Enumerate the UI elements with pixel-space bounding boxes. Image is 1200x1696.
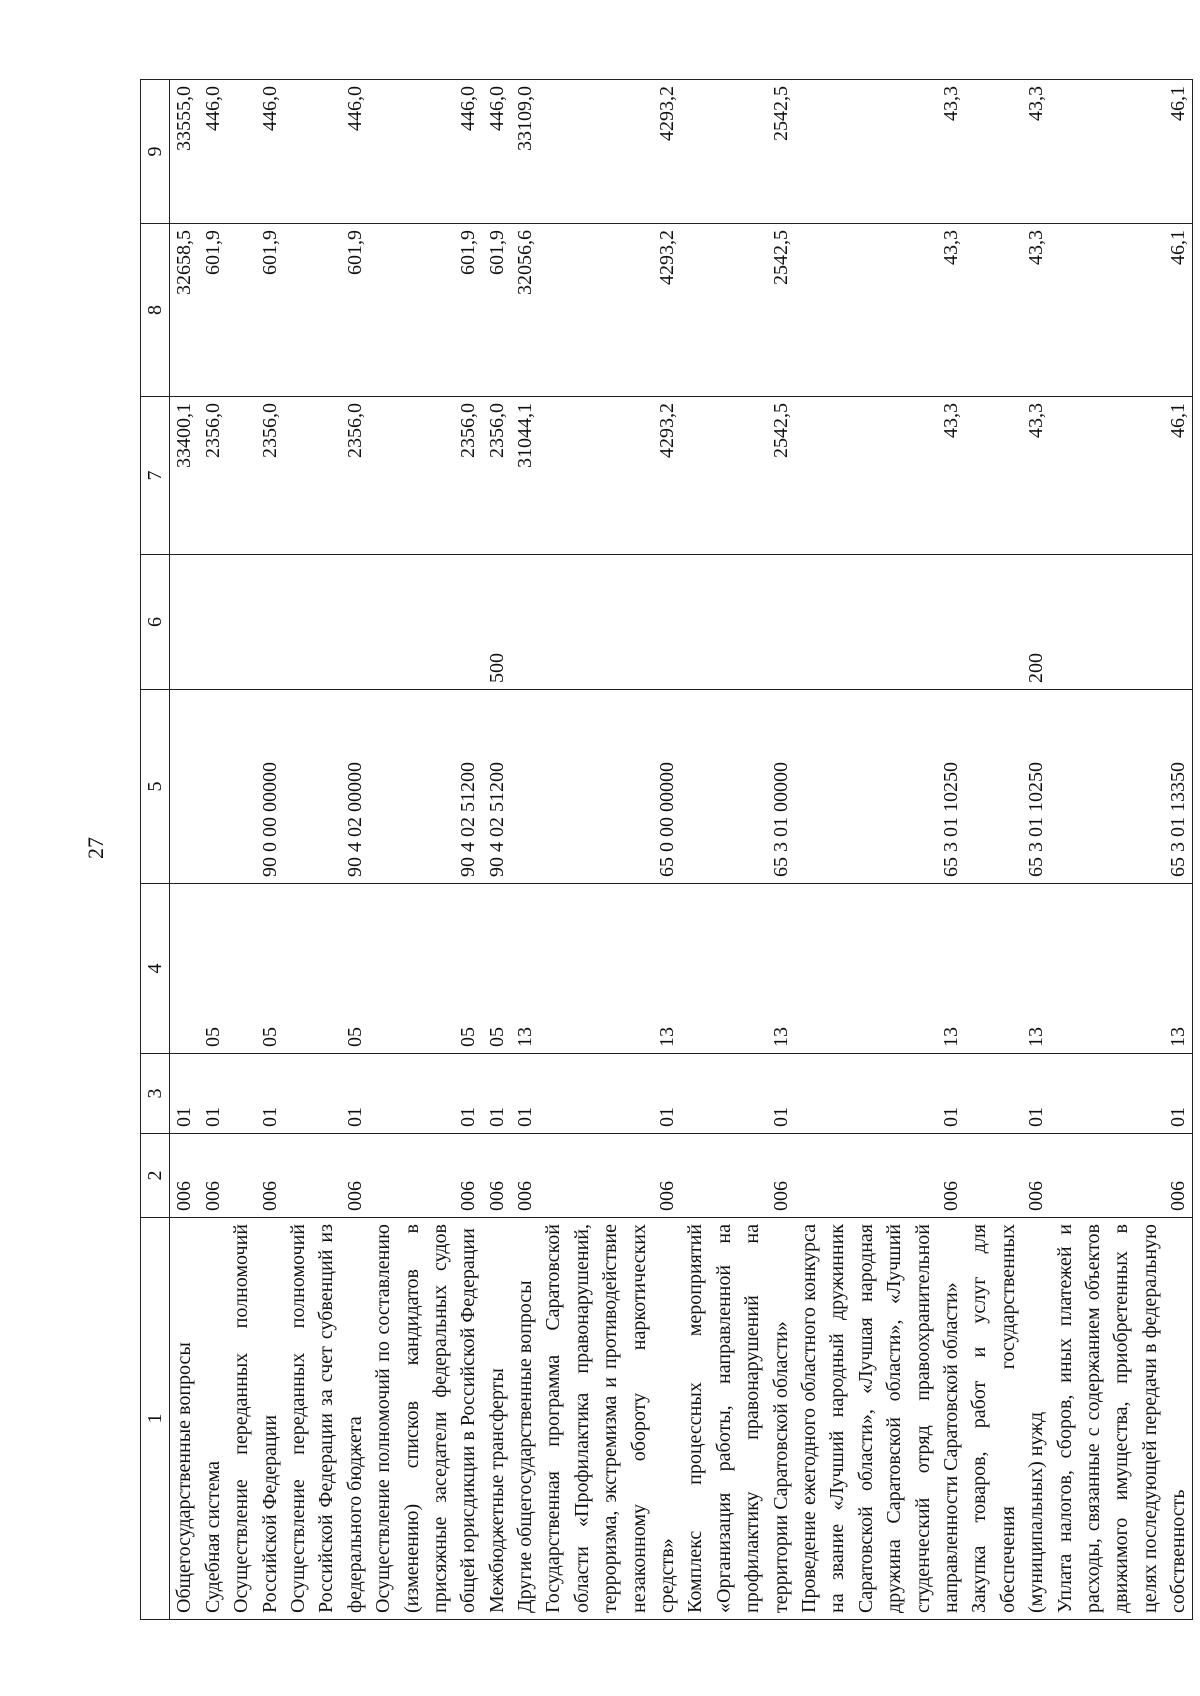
- cell-c8: 601,9: [369, 224, 483, 397]
- cell-c8: 46,1: [1051, 224, 1193, 397]
- cell-c6: [227, 555, 284, 690]
- cell-c4: 05: [227, 884, 284, 1054]
- cell-c5: 90 4 02 51200: [483, 690, 511, 884]
- cell-c4: 13: [511, 884, 539, 1054]
- cell-c2: 006: [199, 1134, 227, 1218]
- table-row: [539, 80, 681, 1620]
- column-header: 2: [141, 1134, 170, 1218]
- cell-c9: 446,0: [284, 80, 369, 224]
- cell-c9: 43,3: [795, 80, 965, 224]
- table-row: [511, 80, 539, 1620]
- row-name: Другие общегосударственные вопросы: [511, 1218, 539, 1620]
- cell-c4: 05: [483, 884, 511, 1054]
- cell-c6: [369, 555, 483, 690]
- cell-c3: 01: [227, 1054, 284, 1134]
- cell-c5: [511, 690, 539, 884]
- cell-c3: 01: [511, 1054, 539, 1134]
- cell-c4: 13: [795, 884, 965, 1054]
- row-name: Общегосударственные вопросы: [170, 1218, 199, 1620]
- cell-c9: 43,3: [965, 80, 1050, 224]
- column-header: 1: [141, 1218, 170, 1620]
- cell-c8: 601,9: [284, 224, 369, 397]
- table-row: [795, 80, 965, 1620]
- cell-c7: 4293,2: [539, 397, 681, 555]
- cell-c9: 4293,2: [539, 80, 681, 224]
- cell-c7: 43,3: [795, 397, 965, 555]
- cell-c2: 006: [511, 1134, 539, 1218]
- cell-c5: 90 4 02 00000: [284, 690, 369, 884]
- cell-c5: 65 0 00 00000: [539, 690, 681, 884]
- cell-c9: 33555,0: [170, 80, 199, 224]
- cell-c6: 200: [965, 555, 1050, 690]
- cell-c5: 65 3 01 13350: [1051, 690, 1193, 884]
- cell-c9: 446,0: [199, 80, 227, 224]
- row-name: Межбюджетные трансферты: [483, 1218, 511, 1620]
- cell-c2: 006: [227, 1134, 284, 1218]
- cell-c3: 01: [170, 1054, 199, 1134]
- cell-c3: 01: [965, 1054, 1050, 1134]
- cell-c4: 05: [369, 884, 483, 1054]
- row-name: Осуществление переданных полномочий Российской Федерации: [227, 1218, 284, 1620]
- cell-c2: 006: [681, 1134, 795, 1218]
- cell-c2: 006: [170, 1134, 199, 1218]
- cell-c4: 13: [681, 884, 795, 1054]
- cell-c3: 01: [1051, 1054, 1193, 1134]
- cell-c7: 33400,1: [170, 397, 199, 555]
- cell-c7: 31044,1: [511, 397, 539, 555]
- cell-c7: 2356,0: [369, 397, 483, 555]
- row-name: Государственная программа Саратовской области «Профилактика правонарушений, терроризма, экстремизма и противодействие незаконному обороту наркотических средств»: [539, 1218, 681, 1620]
- cell-c6: [199, 555, 227, 690]
- cell-c8: 601,9: [227, 224, 284, 397]
- cell-c9: 446,0: [369, 80, 483, 224]
- cell-c9: 2542,5: [681, 80, 795, 224]
- cell-c7: 2356,0: [483, 397, 511, 555]
- cell-c6: [511, 555, 539, 690]
- cell-c6: [284, 555, 369, 690]
- cell-c4: 13: [965, 884, 1050, 1054]
- table-row: [170, 80, 199, 1620]
- row-name: Закупка товаров, работ и услуг для обеспечения государственных (муниципальных) нужд: [965, 1218, 1050, 1620]
- cell-c2: 006: [284, 1134, 369, 1218]
- cell-c6: [795, 555, 965, 690]
- cell-c4: 05: [284, 884, 369, 1054]
- table-row: [369, 80, 483, 1620]
- cell-c6: 500: [483, 555, 511, 690]
- cell-c5: [170, 690, 199, 884]
- cell-c5: 90 4 02 51200: [369, 690, 483, 884]
- cell-c3: 01: [284, 1054, 369, 1134]
- cell-c4: 13: [1051, 884, 1193, 1054]
- column-header: 4: [141, 884, 170, 1054]
- row-name: Комплекс процессных мероприятий «Организация работы, направленной на профилактику правонарушений на территории Саратовской области»: [681, 1218, 795, 1620]
- table-row: [284, 80, 369, 1620]
- cell-c2: 006: [369, 1134, 483, 1218]
- header-row: [141, 80, 170, 1620]
- table-row: [227, 80, 284, 1620]
- table-row: [483, 80, 511, 1620]
- cell-c9: 46,1: [1051, 80, 1193, 224]
- table-row: [1051, 80, 1193, 1620]
- column-header: 8: [141, 224, 170, 397]
- cell-c3: 01: [483, 1054, 511, 1134]
- cell-c5: 65 3 01 10250: [965, 690, 1050, 884]
- cell-c3: 01: [539, 1054, 681, 1134]
- cell-c2: 006: [965, 1134, 1050, 1218]
- row-name: Осуществление переданных полномочий Российской Федерации за счет субвенций из федерального бюджета: [284, 1218, 369, 1620]
- cell-c9: 446,0: [483, 80, 511, 224]
- cell-c3: 01: [199, 1054, 227, 1134]
- cell-c5: 90 0 00 00000: [227, 690, 284, 884]
- cell-c3: 01: [795, 1054, 965, 1134]
- cell-c7: 43,3: [965, 397, 1050, 555]
- row-name: Судебная система: [199, 1218, 227, 1620]
- table-row: [965, 80, 1050, 1620]
- cell-c8: 601,9: [199, 224, 227, 397]
- cell-c6: [681, 555, 795, 690]
- cell-c3: 01: [681, 1054, 795, 1134]
- cell-c7: 2356,0: [199, 397, 227, 555]
- cell-c5: 65 3 01 00000: [681, 690, 795, 884]
- cell-c9: 33109,0: [511, 80, 539, 224]
- cell-c7: 2356,0: [227, 397, 284, 555]
- cell-c4: 05: [199, 884, 227, 1054]
- cell-c7: 2542,5: [681, 397, 795, 555]
- cell-c7: 46,1: [1051, 397, 1193, 555]
- column-header: 9: [141, 80, 170, 224]
- table-row: [681, 80, 795, 1620]
- cell-c8: 2542,5: [681, 224, 795, 397]
- cell-c8: 32056,6: [511, 224, 539, 397]
- cell-c9: 446,0: [227, 80, 284, 224]
- column-header: 5: [141, 690, 170, 884]
- page-number: 27: [83, 837, 108, 859]
- column-header: 7: [141, 397, 170, 555]
- column-header: 3: [141, 1054, 170, 1134]
- cell-c5: 65 3 01 10250: [795, 690, 965, 884]
- row-name: Осуществление полномочий по составлению (изменению) списков кандидатов в присяжные заседатели федеральных судов общей юрисдикции в Российской Федерации: [369, 1218, 483, 1620]
- cell-c4: 13: [539, 884, 681, 1054]
- cell-c8: 601,9: [483, 224, 511, 397]
- row-name: Проведение ежегодного областного конкурса на звание «Лучший народный дружинник Саратовской области», «Лучшая народная дружина Саратовской области», «Лучший студенческий отряд правоохранительной направленности Саратовской области»: [795, 1218, 965, 1620]
- row-name: Уплата налогов, сборов, иных платежей и расходы, связанные с содержанием объектов движимого имущества, приобретенных в целях последующей передачи в федеральную собственность: [1051, 1218, 1193, 1620]
- cell-c2: 006: [539, 1134, 681, 1218]
- cell-c6: [539, 555, 681, 690]
- cell-c6: [1051, 555, 1193, 690]
- cell-c8: 43,3: [965, 224, 1050, 397]
- cell-c5: [199, 690, 227, 884]
- cell-c3: 01: [369, 1054, 483, 1134]
- budget-table: [140, 79, 1193, 1620]
- cell-c2: 006: [1051, 1134, 1193, 1218]
- cell-c7: 2356,0: [284, 397, 369, 555]
- cell-c4: [170, 884, 199, 1054]
- column-header: 6: [141, 555, 170, 690]
- cell-c8: 4293,2: [539, 224, 681, 397]
- budget-table-rotated: [140, 80, 1190, 1620]
- cell-c8: 32658,5: [170, 224, 199, 397]
- table-row: [199, 80, 227, 1620]
- cell-c2: 006: [795, 1134, 965, 1218]
- cell-c8: 43,3: [795, 224, 965, 397]
- cell-c6: [170, 555, 199, 690]
- cell-c2: 006: [483, 1134, 511, 1218]
